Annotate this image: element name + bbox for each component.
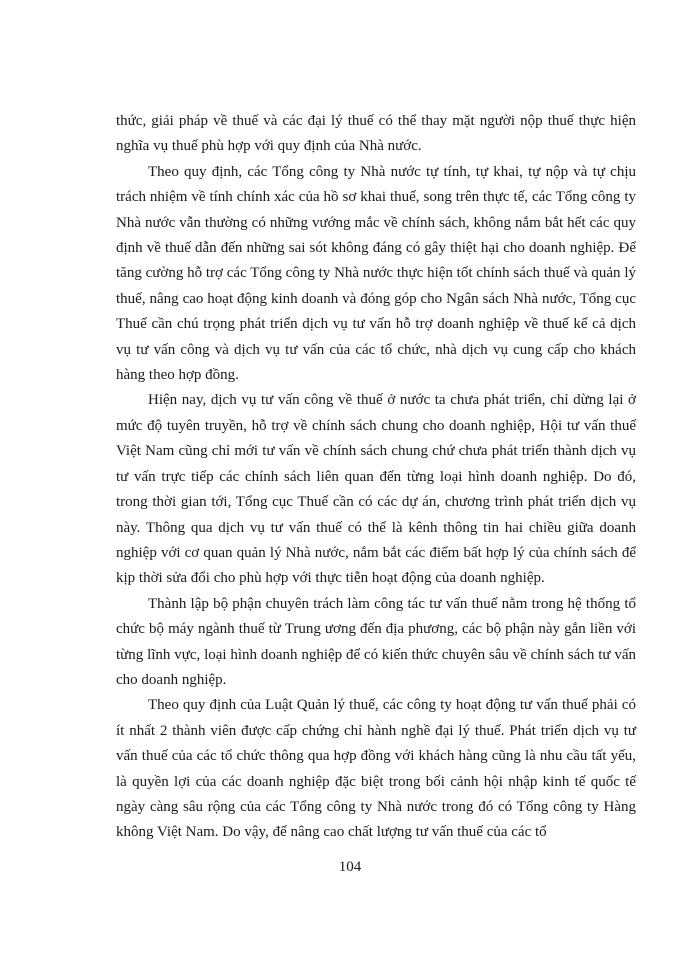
body-text <box>116 109 636 846</box>
paragraph-specialized-unit: Thành lập bộ phận chuyên trách làm công tác tư vấn thuế nằm trong hệ thống tổ chức bộ máy ngành thuế từ Trung ương đến địa phương, các bộ phận này gắn liền với từng lĩnh vực, loại hình doanh nghiệp để có kiến thức chuyên sâu về chính sách tư vấn cho doanh nghiệp. <box>116 595 636 688</box>
page-number: 104 <box>338 859 362 875</box>
paragraph-continuation: thức, giải pháp về thuế và các đại lý thuế có thể thay mặt người nộp thuế thực hiện nghĩa vụ thuế phù hợp với quy định của Nhà nước. <box>116 113 636 155</box>
paragraph-public-consulting: Hiện nay, dịch vụ tư vấn công về thuế ở nước ta chưa phát triển, chỉ dừng lại ở mức độ tuyên truyền, hỗ trợ về chính sách chung cho doanh nghiệp, Hội tư vấn thuế Việt Nam cũng chỉ mới tư vấn về chính sách chung chứ chưa phát triển thành dịch vụ tư vấn trực tiếp các chính sách liên quan đến từng loại hình doanh nghiệp. Do đó, trong thời gian tới, Tổng cục Thuế cần có các dự án, chương trình phát triển dịch vụ này. Thông qua dịch vụ tư vấn thuế có thể là kênh thông tin hai chiều giữa doanh nghiệp với cơ quan quản lý Nhà nước, nắm bắt các điểm bất hợp lý của chính sách để kịp thời sửa đổi cho phù hợp với thực tiễn hoạt động của doanh nghiệp. <box>116 392 636 587</box>
paragraph-tax-agents-law: Theo quy định của Luật Quản lý thuế, các công ty hoạt động tư vấn thuế phải có ít nhất 2 thành viên được cấp chứng chỉ hành nghề đại lý thuế. Phát triển dịch vụ tư vấn thuế của các tổ chức thông qua hợp đồng với khách hàng cũng là nhu cầu tất yếu, là quyền lợi của các doanh nghiệp đặc biệt trong bối cảnh hội nhập kinh tế quốc tế ngày càng sâu rộng của các Tổng công ty Nhà nước trong đó có Tổng công ty Hàng không Việt Nam. Do vậy, để nâng cao chất lượng tư vấn thuế của các tổ <box>116 697 636 841</box>
paragraph-tax-self-assessment: Theo quy định, các Tổng công ty Nhà nước tự tính, tự khai, tự nộp và tự chịu trách nhiệm về tính chính xác của hồ sơ khai thuế, song trên thực tế, các Tổng công ty Nhà nước vẫn thường có những vướng mắc về chính sách, không nắm bắt hết các quy định về thuế dẫn đến những sai sót không đáng có gây thiệt hại cho doanh nghiệp. Để tăng cường hỗ trợ các Tổng công ty Nhà nước thực hiện tốt chính sách thuế và quản lý thuế, nâng cao hoạt động kinh doanh và đóng góp cho Ngân sách Nhà nước, Tổng cục Thuế cần chú trọng phát triển dịch vụ tư vấn hỗ trợ doanh nghiệp về thuế kể cả dịch vụ tư vấn công và dịch vụ tư vấn của các tổ chức, nhà dịch vụ cung cấp cho khách hàng theo hợp đồng. <box>116 163 636 384</box>
